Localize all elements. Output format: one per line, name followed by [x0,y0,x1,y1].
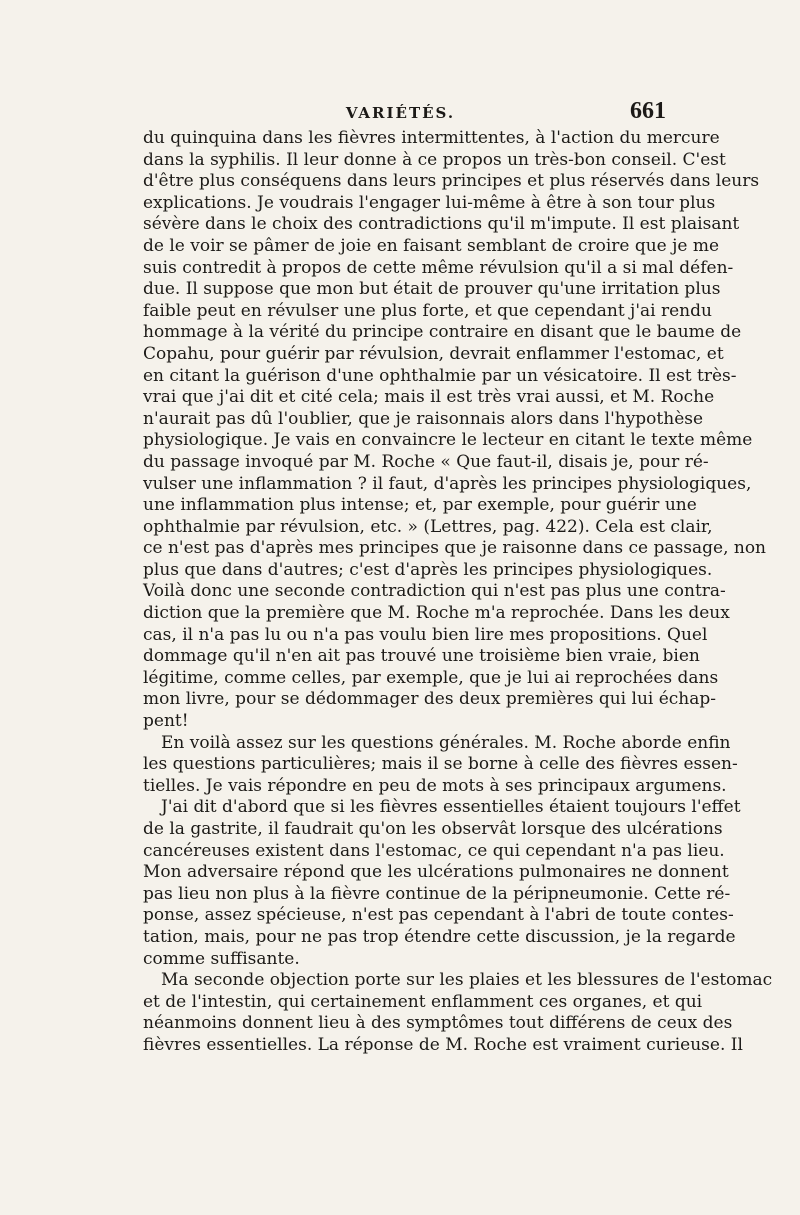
text-line: de le voir se pâmer de joie en faisant semblant de croire que je me [143,235,720,256]
body-text [143,128,773,1057]
text-line: du passage invoqué par M. Roche « Que faut-il, disais je, pour ré- [143,451,709,472]
page-number: 661 [630,98,666,124]
text-line: ophthalmie par révulsion, etc. » (Lettres, pag. 422). Cela est clair, [143,516,713,537]
text-line: vulser une inflammation ? il faut, d'après les principes physiologiques, [143,473,752,494]
text-line: cancéreuses existent dans l'estomac, ce qui cependant n'a pas lieu. [143,840,725,861]
text-line: Voilà donc une seconde contradiction qui n'est pas plus une contra- [143,581,726,602]
text-line: physiologique. Je vais en convaincre le lecteur en citant le texte même [143,430,753,451]
text-line: néanmoins donnent lieu à des symptômes tout différens de ceux des [143,1013,733,1034]
text-line: mon livre, pour se dédommager des deux premières qui lui échap- [143,689,717,710]
text-line: ce n'est pas d'après mes principes que je raisonne dans ce passage, non [143,538,767,559]
text-line: de la gastrite, il faudrait qu'on les observât lorsque des ulcérations [143,819,723,839]
text-line: pas lieu non plus à la fièvre continue de la péripneumonie. Cette ré- [143,883,731,904]
text-line: vrai que j'ai dit et cité cela; mais il est très vrai aussi, et M. Roche [143,387,715,408]
text-line: en citant la guérison d'une ophthalmie par un vésicatoire. Il est très- [143,365,737,386]
text-line: légitime, comme celles, par exemple, que je lui ai reprochées dans [143,667,719,688]
text-line: fièvres essentielles. La réponse de M. Roche est vraiment curieuse. Il [143,1034,743,1055]
text-line-paragraph-start: J'ai dit d'abord que si les fièvres essentielles étaient toujours l'effet [161,797,741,818]
text-line: diction que la première que M. Roche m'a reprochée. Dans les deux [143,603,730,624]
text-line: Mon adversaire répond que les ulcérations pulmonaires ne donnent [143,862,729,883]
text-line: d'être plus conséquens dans leurs principes et plus réservés dans leurs [143,171,760,192]
text-line: hommage à la vérité du principe contraire en disant que le baume de [143,322,742,343]
running-title: VARIÉTÉS. [345,104,456,122]
text-line: du quinquina dans les fièvres intermittentes, à l'action du mercure [143,128,720,148]
text-line: sévère dans le choix des contradictions qu'il m'impute. Il est plaisant [143,214,740,235]
text-line: explications. Je voudrais l'engager lui-même à être à son tour plus [143,192,716,213]
page-header [143,98,666,130]
text-line-paragraph-end: pent! [143,711,189,732]
text-line: les questions particulières; mais il se borne à celle des fièvres essen- [143,754,738,775]
text-line: plus que dans d'autres; c'est d'après les principes physiologiques. [143,559,713,580]
text-line: Copahu, pour guérir par révulsion, devrait enflammer l'estomac, et [143,343,724,364]
text-line: et de l'intestin, qui certainement enflamment ces organes, et qui [143,991,703,1012]
text-line: cas, il n'a pas lu ou n'a pas voulu bien lire mes propositions. Quel [143,624,708,645]
text-line: ponse, assez spécieuse, n'est pas cependant à l'abri de toute contes- [143,905,734,926]
text-line-paragraph-start: Ma seconde objection porte sur les plaies et les blessures de l'estomac [161,970,773,991]
text-line: tation, mais, pour ne pas trop étendre cette discussion, je la regarde [143,926,736,947]
text-line: une inflammation plus intense; et, par exemple, pour guérir une [143,495,697,516]
text-line: dommage qu'il n'en ait pas trouvé une troisième bien vraie, bien [143,646,700,667]
text-line: faible peut en révulser une plus forte, et que cependant j'ai rendu [143,300,712,321]
text-line-paragraph-end: tielles. Je vais répondre en peu de mots à ses principaux argumens. [143,775,727,796]
text-line-paragraph-end: comme suffisante. [143,948,300,969]
text-line: suis contredit à propos de cette même révulsion qu'il a si mal défen- [143,257,734,278]
text-line: dans la syphilis. Il leur donne à ce propos un très-bon conseil. C'est [143,149,726,170]
text-line: due. Il suppose que mon but était de prouver qu'une irritation plus [143,279,721,300]
text-line-paragraph-start: En voilà assez sur les questions générales. M. Roche aborde enfin [161,732,731,753]
text-line: n'aurait pas dû l'oublier, que je raisonnais alors dans l'hypothèse [143,408,704,429]
